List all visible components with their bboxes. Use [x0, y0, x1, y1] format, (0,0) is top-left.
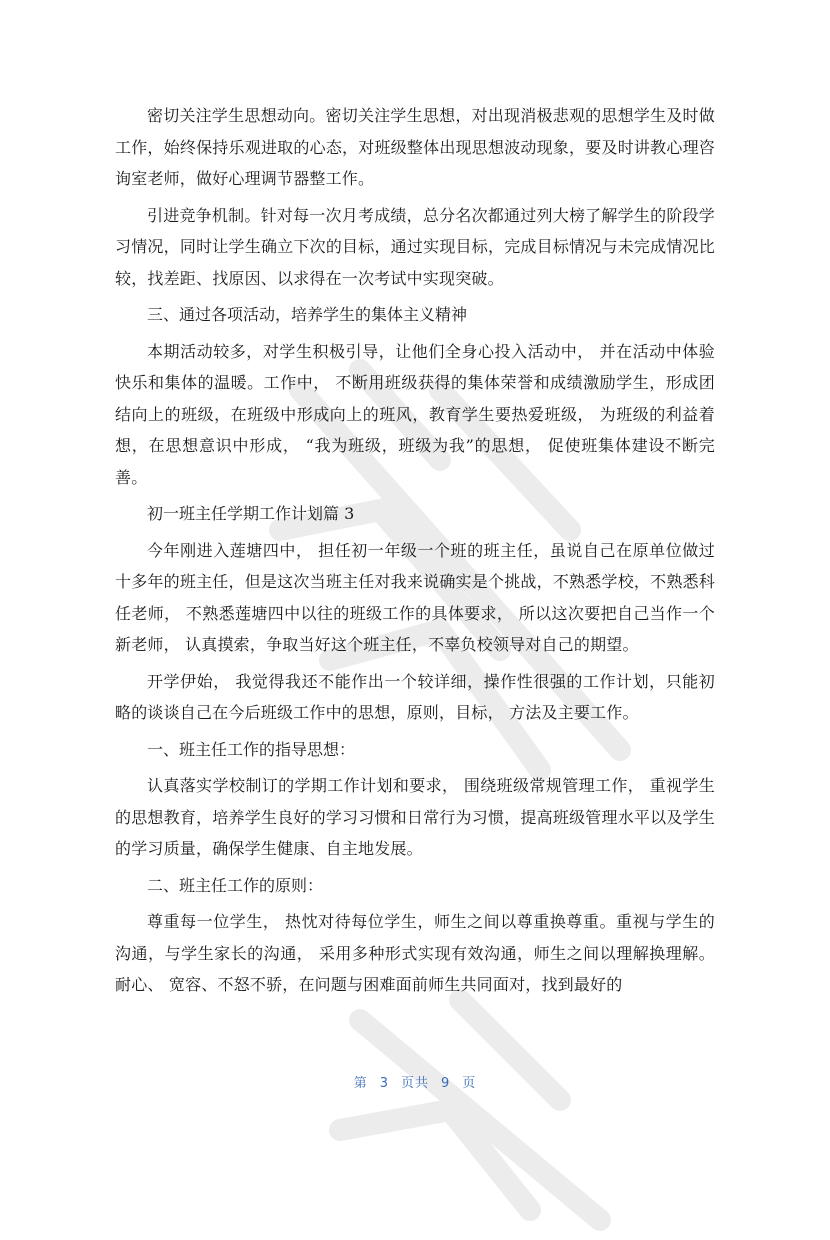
paragraph-thought-monitoring: 密切关注学生思想动向。密切关注学生思想，对出现消极悲观的思想学生及时做工作，始终保持乐观进取的心态，对班级整体出现思想波动现象，要及时讲教心理咨询室老师，做好心理调节器整工作。	[115, 106, 715, 188]
footer-suffix: 页	[462, 1076, 477, 1091]
document-body	[115, 100, 715, 1001]
paragraph-guiding-thought: 认真落实学校制订的学期工作计划和要求， 围绕班级常规管理工作， 重视学生的思想教育，培养学生良好的学习习惯和日常行为习惯，提高班级管理水平以及学生的学习质量，确保学生健康、自主地发展。	[115, 776, 715, 858]
paragraph-competition-mechanism: 引进竞争机制。针对每一次月考成绩，总分名次都通过列大榜了解学生的阶段学习情况，同时让学生确立下次的目标，通过实现目标，完成目标情况与未完成情况比较，找差距、找原因、以求得在一次考试中实现突破。	[115, 205, 715, 288]
footer-total-pages: 9	[441, 1076, 451, 1091]
section-heading-principles: 二、班主任工作的原则：	[147, 875, 324, 895]
paragraph-new-school: 今年刚进入莲塘四中， 担任初一年级一个班的班主任，虽说自己在原单位做过十多年的班主任，但是这次当班主任对我来说确实是个挑战，不熟悉学校，不熟悉科任老师， 不熟悉莲塘四中以往的班级工作的具体要求， 所以这次要把自己当作一个新老师， 认真摸索，争取当好这个班主任，不辜负校领导对自己的期望。	[115, 540, 715, 654]
footer-middle: 页共	[400, 1076, 429, 1091]
footer-prefix: 第	[353, 1076, 368, 1091]
watermark-lower	[300, 980, 720, 1240]
footer-current-page: 3	[379, 1076, 389, 1091]
paragraph-principles: 尊重每一位学生， 热忱对待每位学生，师生之间以尊重换尊重。重视与学生的沟通，与学生家长的沟通， 采用多种形式实现有效沟通，师生之间以理解换理解。 耐心、 宽容、不怒不骄，在问题与困难面前师生共同面对，找到最好的	[115, 912, 715, 994]
section-heading-collective-spirit: 三、通过各项活动，培养学生的集体主义精神	[147, 305, 468, 324]
section-title-plan-3: 初一班主任学期工作计划篇 3	[147, 504, 355, 523]
paragraph-semester-start: 开学伊始， 我觉得我还不能作出一个较详细，操作性很强的工作计划，只能初略的谈谈自己在今后班级工作中的思想，原则，目标， 方法及主要工作。	[115, 671, 715, 722]
section-heading-guiding-thought: 一、班主任工作的指导思想：	[147, 739, 356, 759]
paragraph-activities: 本期活动较多，对学生积极引导，让他们全身心投入活动中， 并在活动中体验快乐和集体的温暖。工作中， 不断用班级获得的集体荣誉和成绩激励学生，形成团结向上的班级，在班级中形成向上的班风，教育学生要热爱班级， 为班级的利益着想，在思想意识中形成， “我为班级，班级为我”的思想， 促使班集体建设不断完善。	[115, 341, 715, 487]
page-footer	[0, 1072, 830, 1091]
